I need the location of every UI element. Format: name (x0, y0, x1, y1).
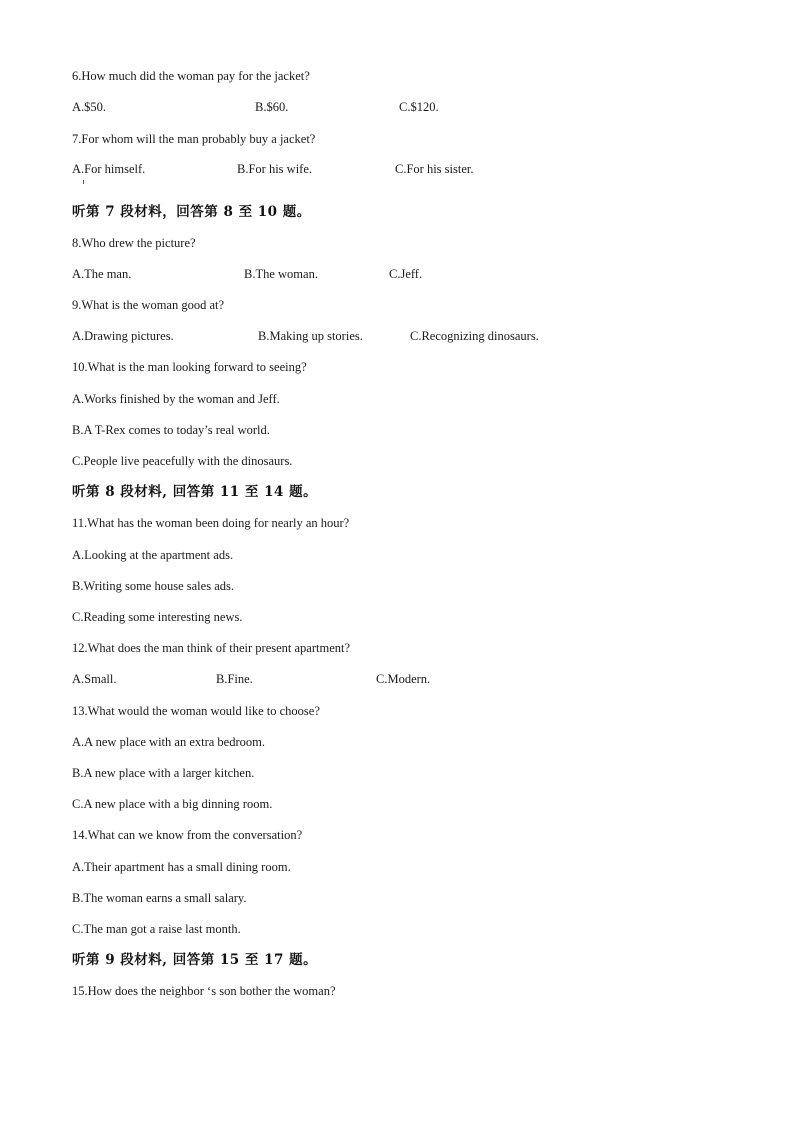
question-11-option-a: A.Looking at the apartment ads. (72, 548, 234, 562)
question-8-option-a: A.The man. (72, 267, 132, 281)
question-8-option-b: B.The woman. (244, 267, 318, 281)
question-7-options (72, 161, 752, 177)
question-15: 15.How does the neighbor ‘s son bother the woman? (72, 984, 336, 998)
question-9-option-c: C.Recognizing dinosaurs. (410, 329, 539, 343)
question-13-option-b: B.A new place with a larger kitchen. (72, 766, 255, 780)
question-7: 7.For whom will the man probably buy a jacket? (72, 132, 316, 146)
question-12-option-c: C.Modern. (376, 672, 431, 686)
question-10-option-a: A.Works finished by the woman and Jeff. (72, 392, 280, 406)
question-6-option-b: B.$60. (255, 100, 289, 114)
question-9-option-a: A.Drawing pictures. (72, 329, 174, 343)
question-7-option-a: A.For himself. (72, 162, 146, 176)
question-10-option-b: B.A T-Rex comes to today’s real world. (72, 423, 270, 437)
question-10: 10.What is the man looking forward to seeing? (72, 360, 307, 374)
stray-mark (83, 180, 84, 184)
section-9-heading: 听第 9 段材料, 回答第 15 至 17 题。 (72, 952, 318, 968)
question-6-option-a: A.$50. (72, 100, 107, 114)
question-13-option-c: C.A new place with a big dinning room. (72, 797, 273, 811)
question-12-option-a: A.Small. (72, 672, 117, 686)
question-8-option-c: C.Jeff. (389, 267, 423, 281)
question-6-option-c: C.$120. (399, 100, 439, 114)
question-13-option-a: A.A new place with an extra bedroom. (72, 735, 265, 749)
question-14-option-a: A.Their apartment has a small dining room. (72, 860, 291, 874)
question-7-option-c: C.For his sister. (395, 162, 474, 176)
question-11: 11.What has the woman been doing for nearly an hour? (72, 516, 350, 530)
question-13: 13.What would the woman would like to choose? (72, 704, 320, 718)
question-9: 9.What is the woman good at? (72, 298, 225, 312)
question-8-options (72, 266, 752, 282)
question-10-option-c: C.People live peacefully with the dinosaurs. (72, 454, 293, 468)
question-14-option-c: C.The man got a raise last month. (72, 922, 241, 936)
question-9-options (72, 328, 752, 344)
question-12-options (72, 671, 752, 687)
question-6-options (72, 99, 752, 115)
question-12: 12.What does the man think of their present apartment? (72, 641, 351, 655)
question-11-option-b: B.Writing some house sales ads. (72, 579, 234, 593)
question-7-option-b: B.For his wife. (237, 162, 312, 176)
question-12-option-b: B.Fine. (216, 672, 253, 686)
question-14: 14.What can we know from the conversation? (72, 828, 303, 842)
section-7-heading: 听第 7 段材料，回答第 8 至 10 题。 (72, 204, 311, 220)
question-14-option-b: B.The woman earns a small salary. (72, 891, 247, 905)
question-8: 8.Who drew the picture? (72, 236, 196, 250)
exam-page (72, 0, 752, 1123)
question-11-option-c: C.Reading some interesting news. (72, 610, 243, 624)
question-6: 6.How much did the woman pay for the jacket? (72, 69, 310, 83)
section-8-heading: 听第 8 段材料, 回答第 11 至 14 题。 (72, 484, 318, 500)
question-9-option-b: B.Making up stories. (258, 329, 363, 343)
